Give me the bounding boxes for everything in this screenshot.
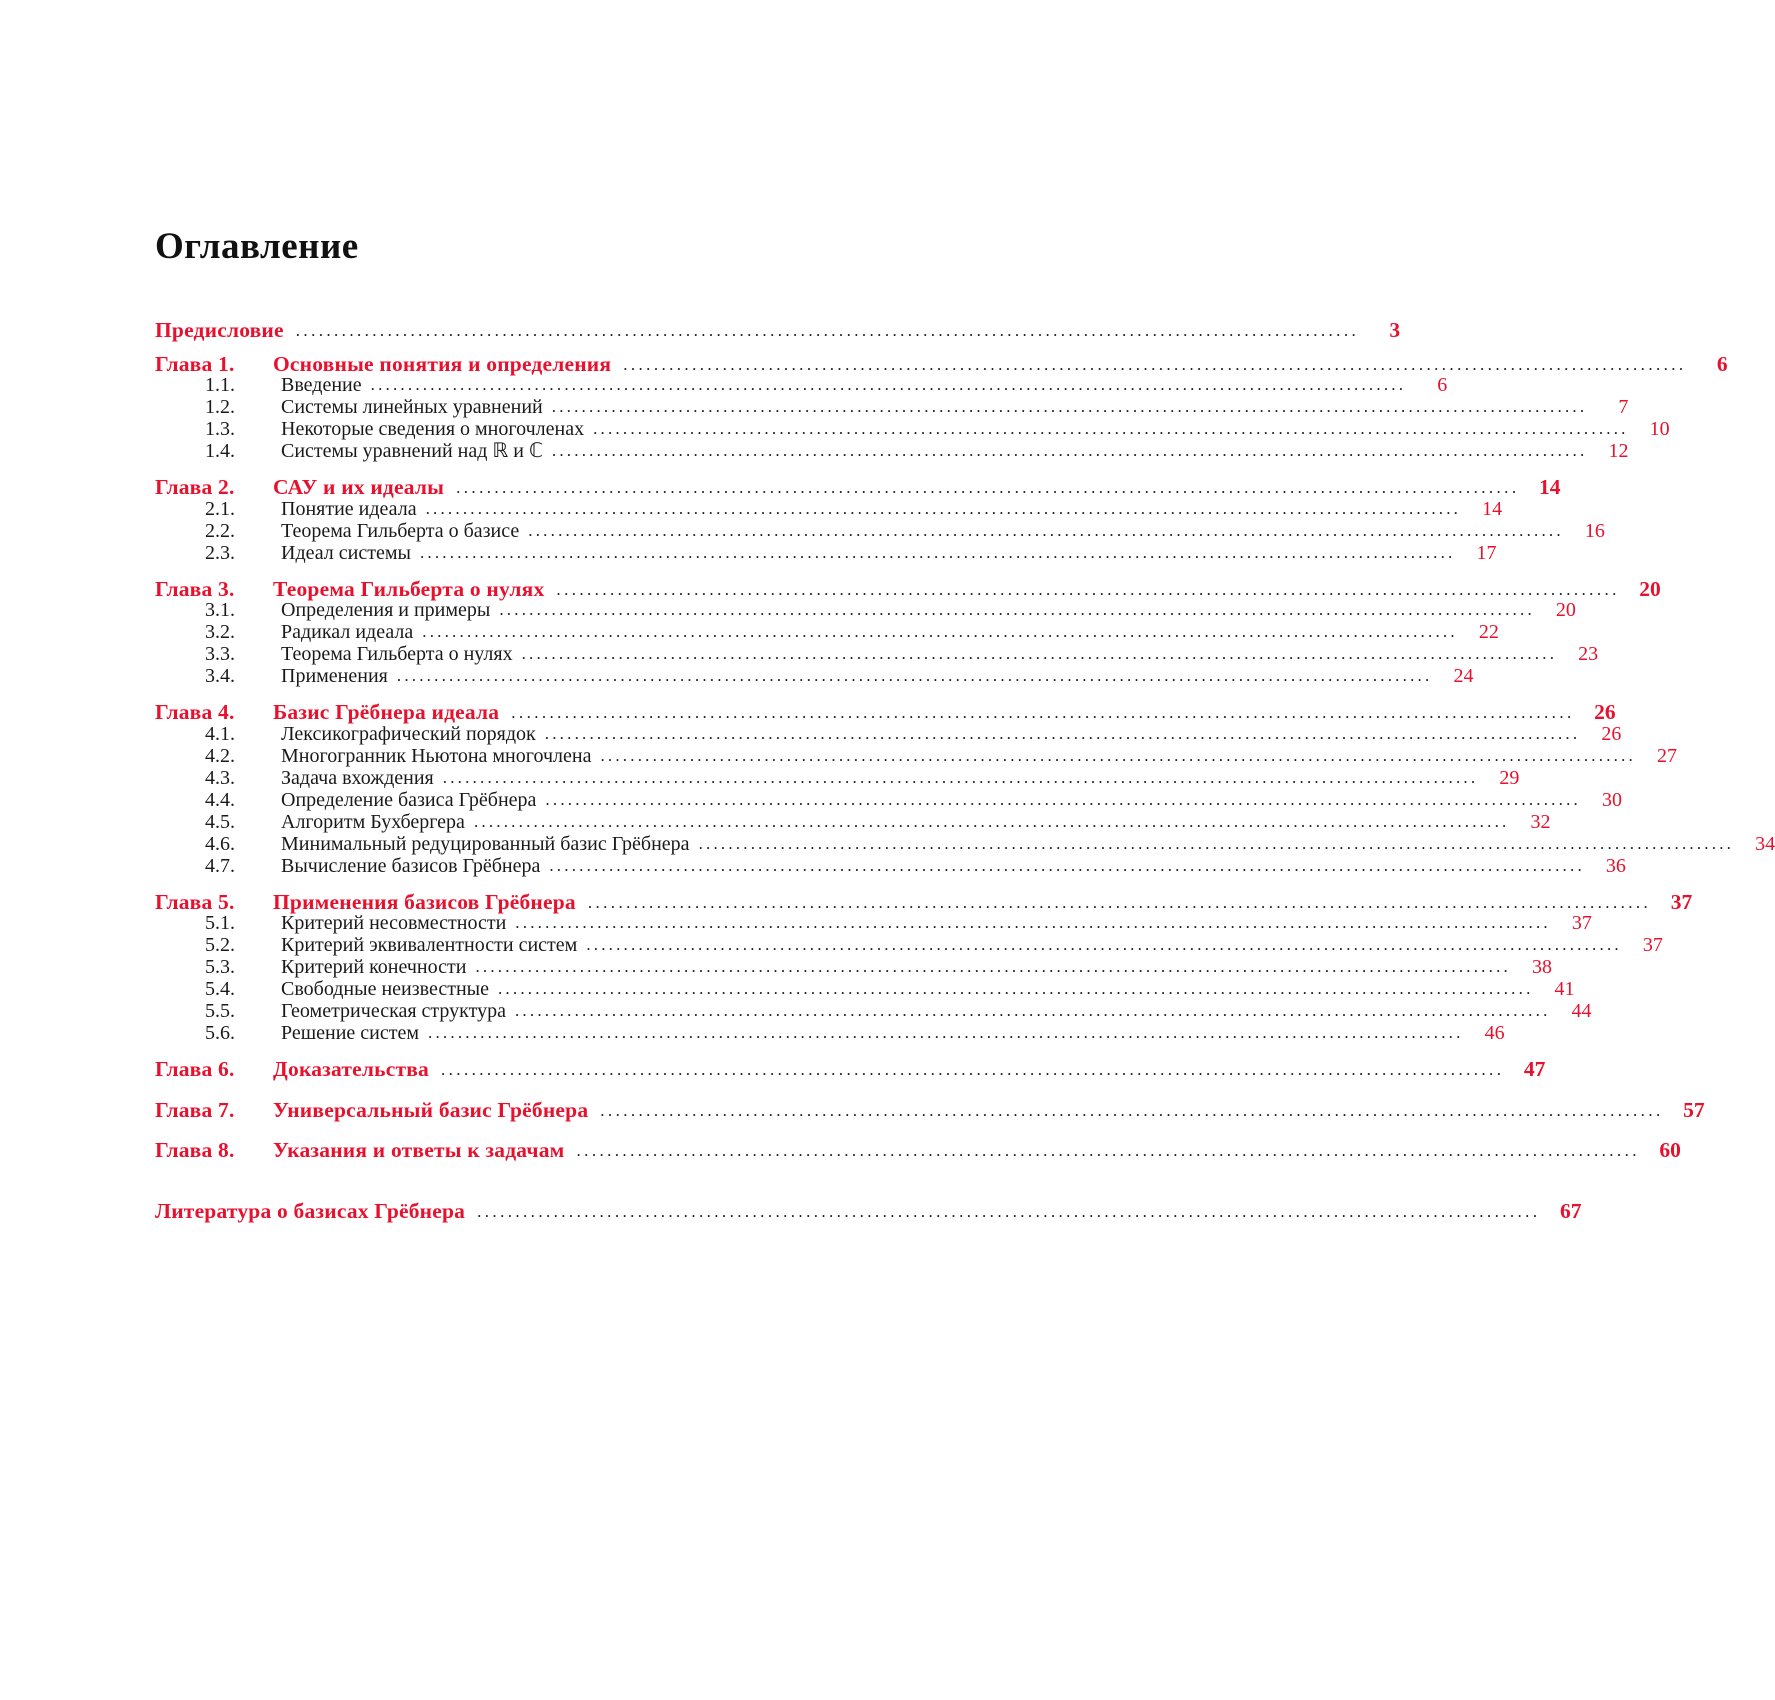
toc-entry-number: 4.1. xyxy=(205,722,235,745)
toc-leader-dots: ........................................................................................................................................... xyxy=(425,498,1462,518)
toc-entry-page-number: 10 xyxy=(1649,418,1670,440)
toc-group-spacer xyxy=(155,1162,985,1181)
toc-entry-page-number: 60 xyxy=(1659,1138,1681,1162)
toc-entry-page-number: 38 xyxy=(1532,956,1552,978)
toc-entry-label: Доказательства xyxy=(273,1057,429,1081)
toc-section-row[interactable] xyxy=(155,1022,1505,1044)
toc-section-row[interactable] xyxy=(155,418,1670,440)
toc-section-row[interactable] xyxy=(155,497,1503,520)
toc-leader-dots: ........................................................................................................................................... xyxy=(551,397,1588,416)
toc-entry-number: 5.5. xyxy=(205,1000,235,1022)
toc-entry-number: 1.4. xyxy=(205,440,235,462)
toc-entry-label: Теорема Гильберта о нулях xyxy=(273,576,545,601)
toc-entry-label: Задача вхождения xyxy=(281,766,434,789)
toc-leader-dots: ........................................................................................................................................... xyxy=(586,935,1622,954)
toc-section-row[interactable] xyxy=(155,374,1448,396)
toc-section-row[interactable] xyxy=(155,396,1629,418)
toc-leader-dots: ........................................................................................................................................... xyxy=(698,833,1735,853)
toc-entry-label: Решение систем xyxy=(281,1022,420,1044)
table-of-contents xyxy=(155,318,1775,1223)
toc-chapter-row[interactable] xyxy=(155,318,1401,342)
toc-entry-label: Определения и примеры xyxy=(281,599,491,621)
toc-entry-label: Многогранник Ньютона многочлена xyxy=(281,744,592,767)
toc-entry-number: 4.4. xyxy=(205,788,235,811)
toc-section-row[interactable] xyxy=(155,1000,1592,1022)
toc-entry-page-number: 14 xyxy=(1538,475,1561,499)
toc-chapter-row[interactable] xyxy=(155,1097,1705,1122)
toc-section-row[interactable] xyxy=(155,978,1575,1000)
toc-section-row[interactable] xyxy=(155,722,1622,745)
toc-entry-label: Вычисление базисов Грёбнера xyxy=(281,854,541,877)
toc-entry-number: Глава 6. xyxy=(155,1057,235,1081)
toc-entry-number: Глава 1. xyxy=(155,351,235,376)
toc-entry-page-number: 36 xyxy=(1605,854,1626,877)
toc-entry-label: Применения базисов Грёбнера xyxy=(273,889,576,914)
toc-entry-page-number: 26 xyxy=(1601,722,1622,745)
toc-leader-dots: ........................................................................................................................................... xyxy=(477,1201,1541,1221)
toc-entry-number: 1.2. xyxy=(205,396,235,418)
toc-entry-label: Системы уравнений над ℝ и ℂ xyxy=(281,440,543,462)
toc-entry-page-number: 44 xyxy=(1571,1000,1592,1022)
toc-entry-page-number: 6 xyxy=(1437,374,1448,396)
toc-leader-dots: ........................................................................................................................................... xyxy=(428,1023,1464,1042)
toc-entry-page-number: 12 xyxy=(1608,440,1629,462)
toc-entry-label: Теорема Гильберта о базисе xyxy=(281,519,520,542)
toc-leader-dots: ........................................................................................................................................... xyxy=(600,745,1637,765)
toc-leader-dots: ........................................................................................................................................... xyxy=(545,789,1581,809)
toc-entry-page-number: 37 xyxy=(1670,889,1693,914)
toc-entry-label: Базис Грёбнера идеала xyxy=(273,700,500,724)
toc-entry-label: Идеал системы xyxy=(281,541,411,564)
toc-entry-label: Некоторые сведения о многочленах xyxy=(281,418,585,440)
toc-entry-number: 5.3. xyxy=(205,956,235,978)
toc-leader-dots: ........................................................................................................................................... xyxy=(473,811,1510,831)
toc-entry-number: 5.1. xyxy=(205,912,235,934)
toc-entry-label: Критерий эквивалентности систем xyxy=(281,934,578,956)
toc-entry-number: 5.4. xyxy=(205,978,235,1000)
toc-section-row[interactable] xyxy=(155,643,1599,665)
toc-leader-dots: ........................................................................................................................................... xyxy=(514,1001,1551,1020)
toc-section-row[interactable] xyxy=(155,621,1499,643)
toc-entry-page-number: 46 xyxy=(1484,1022,1505,1044)
toc-section-row[interactable] xyxy=(155,956,1552,978)
toc-leader-dots: ........................................................................................................................................... xyxy=(600,1100,1664,1120)
toc-entry-label: Теорема Гильберта о нулях xyxy=(281,643,513,665)
toc-leader-dots: ........................................................................................................................................... xyxy=(456,478,1520,497)
toc-leader-dots: ........................................................................................................................................... xyxy=(544,723,1581,743)
toc-section-row[interactable] xyxy=(155,934,1663,956)
toc-entry-page-number: 23 xyxy=(1578,643,1599,665)
toc-entry-label: Радикал идеала xyxy=(281,621,414,643)
toc-entry-page-number: 22 xyxy=(1478,621,1499,643)
toc-section-row[interactable] xyxy=(155,519,1605,542)
toc-entry-label: Системы линейных уравнений xyxy=(281,396,543,418)
toc-entry-label: Введение xyxy=(281,374,362,396)
toc-leader-dots: ........................................................................................................................................... xyxy=(499,600,1535,619)
toc-entry-label: Лексикографический порядок xyxy=(281,722,536,745)
toc-entry-page-number: 34 xyxy=(1755,832,1775,855)
toc-leader-dots: ........................................................................................................................................... xyxy=(528,520,1564,540)
toc-entry-label: Алгоритм Бухбергера xyxy=(281,810,465,833)
toc-entry-page-number: 37 xyxy=(1571,912,1592,934)
toc-chapter-row[interactable] xyxy=(155,889,1693,914)
toc-section-row[interactable] xyxy=(155,744,1678,767)
toc-entry-label: Применения xyxy=(281,665,388,687)
toc-entry-label: Предисловие xyxy=(155,318,284,342)
toc-entry-number: Глава 5. xyxy=(155,889,235,914)
toc-entry-number: 3.3. xyxy=(205,643,235,665)
toc-chapter-row[interactable] xyxy=(155,1138,1681,1162)
toc-entry-number: Глава 7. xyxy=(155,1097,235,1122)
toc-entry-label: Понятие идеала xyxy=(281,497,417,520)
toc-leader-dots: ........................................................................................................................................... xyxy=(396,666,1433,685)
toc-entry-label: Универсальный базис Грёбнера xyxy=(273,1097,589,1122)
toc-entry-page-number: 57 xyxy=(1683,1097,1705,1122)
toc-entry-page-number: 41 xyxy=(1554,978,1575,1000)
toc-leader-dots: ........................................................................................................................................... xyxy=(521,644,1558,663)
toc-entry-number: 5.6. xyxy=(205,1022,235,1044)
toc-section-row[interactable] xyxy=(155,788,1622,811)
toc-entry-number: 3.4. xyxy=(205,665,235,687)
toc-chapter-row[interactable] xyxy=(155,1057,1546,1081)
toc-leader-dots: ........................................................................................................................................... xyxy=(593,419,1629,438)
toc-leader-dots: ........................................................................................................................................... xyxy=(551,441,1588,460)
toc-leader-dots: ........................................................................................................................................... xyxy=(422,622,1458,641)
toc-entry-label: САУ и их идеалы xyxy=(273,475,445,499)
toc-entry-page-number: 16 xyxy=(1584,519,1605,542)
toc-section-row[interactable] xyxy=(155,810,1551,833)
toc-section-row[interactable] xyxy=(155,854,1626,877)
toc-section-row[interactable] xyxy=(155,599,1576,621)
toc-leader-dots: ........................................................................................................................................... xyxy=(441,1060,1505,1079)
toc-entry-page-number: 14 xyxy=(1482,497,1503,520)
toc-leader-dots: ........................................................................................................................................... xyxy=(497,979,1534,998)
toc-leader-dots: ........................................................................................................................................... xyxy=(623,354,1687,374)
toc-entry-number: 2.1. xyxy=(205,497,235,520)
toc-leader-dots: ........................................................................................................................................... xyxy=(295,321,1360,340)
toc-leader-dots: ........................................................................................................................................... xyxy=(442,767,1479,787)
toc-section-row[interactable] xyxy=(155,541,1497,564)
toc-entry-page-number: 30 xyxy=(1601,788,1622,811)
toc-entry-page-number: 24 xyxy=(1453,665,1474,687)
toc-entry-number: 4.2. xyxy=(205,744,235,767)
toc-entry-number: 2.3. xyxy=(205,541,235,564)
toc-entry-label: Определение базиса Грёбнера xyxy=(281,788,537,811)
toc-entry-page-number: 32 xyxy=(1530,810,1551,833)
toc-leader-dots: ........................................................................................................................................... xyxy=(515,913,1551,932)
toc-chapter-row[interactable] xyxy=(155,576,1661,601)
toc-entry-number: 3.1. xyxy=(205,599,235,621)
toc-section-row[interactable] xyxy=(155,766,1520,789)
toc-leader-dots: ........................................................................................................................................... xyxy=(475,957,1511,976)
toc-entry-number: Глава 2. xyxy=(155,475,235,499)
toc-leader-dots: ........................................................................................................................................... xyxy=(576,1141,1640,1160)
toc-section-row[interactable] xyxy=(155,440,1629,462)
toc-group-spacer xyxy=(155,1081,985,1100)
toc-entry-label: Литература о базисах Грёбнера xyxy=(155,1198,466,1223)
toc-entry-number: Глава 8. xyxy=(155,1138,235,1162)
toc-entry-page-number: 3 xyxy=(1389,318,1401,342)
toc-entry-page-number: 17 xyxy=(1476,541,1497,564)
toc-section-row[interactable] xyxy=(155,665,1474,687)
toc-entry-page-number: 37 xyxy=(1642,934,1663,956)
toc-entry-number: 4.5. xyxy=(205,810,235,833)
toc-entry-number: Глава 4. xyxy=(155,700,235,724)
toc-entry-page-number: 20 xyxy=(1555,599,1576,621)
toc-leader-dots: ........................................................................................................................................... xyxy=(556,579,1620,599)
toc-entry-number: 3.2. xyxy=(205,621,235,643)
toc-entry-page-number: 6 xyxy=(1716,351,1728,376)
toc-entry-label: Критерий несовместности xyxy=(281,912,507,934)
toc-entry-number: 4.6. xyxy=(205,832,235,855)
toc-entry-page-number: 67 xyxy=(1559,1198,1582,1223)
toc-leader-dots: ........................................................................................................................................... xyxy=(511,703,1575,722)
toc-leader-dots: ........................................................................................................................................... xyxy=(587,892,1652,912)
toc-chapter-row[interactable] xyxy=(155,700,1616,724)
toc-chapter-row[interactable] xyxy=(155,1198,1582,1223)
toc-entry-label: Минимальный редуцированный базис Грёбнера xyxy=(281,832,690,855)
toc-chapter-row[interactable] xyxy=(155,351,1728,376)
toc-entry-number: 1.1. xyxy=(205,374,235,396)
toc-chapter-row[interactable] xyxy=(155,475,1561,499)
toc-leader-dots: ........................................................................................................................................... xyxy=(419,542,1456,562)
toc-entry-number: Глава 3. xyxy=(155,576,235,601)
toc-entry-page-number: 27 xyxy=(1657,744,1678,767)
toc-entry-number: 4.3. xyxy=(205,766,235,789)
toc-entry-label: Указания и ответы к задачам xyxy=(273,1138,565,1162)
toc-entry-page-number: 7 xyxy=(1618,396,1629,418)
toc-section-row[interactable] xyxy=(155,912,1592,934)
toc-entry-label: Основные понятия и определения xyxy=(273,351,612,376)
toc-entry-label: Геометрическая структура xyxy=(281,1000,506,1022)
toc-entry-page-number: 47 xyxy=(1523,1057,1546,1081)
toc-entry-page-number: 29 xyxy=(1499,766,1520,789)
toc-section-row[interactable] xyxy=(155,832,1775,855)
page-title: Оглавление xyxy=(155,226,359,267)
toc-entry-number: 5.2. xyxy=(205,934,235,956)
toc-entry-number: 4.7. xyxy=(205,854,235,877)
toc-leader-dots: ........................................................................................................................................... xyxy=(370,375,1407,394)
toc-entry-label: Критерий конечности xyxy=(281,956,467,978)
toc-entry-page-number: 26 xyxy=(1594,700,1616,724)
toc-entry-page-number: 20 xyxy=(1639,576,1661,601)
toc-entry-label: Свободные неизвестные xyxy=(281,978,489,1000)
toc-leader-dots: ........................................................................................................................................... xyxy=(549,855,1585,875)
toc-entry-number: 2.2. xyxy=(205,519,235,542)
toc-entry-number: 1.3. xyxy=(205,418,235,440)
